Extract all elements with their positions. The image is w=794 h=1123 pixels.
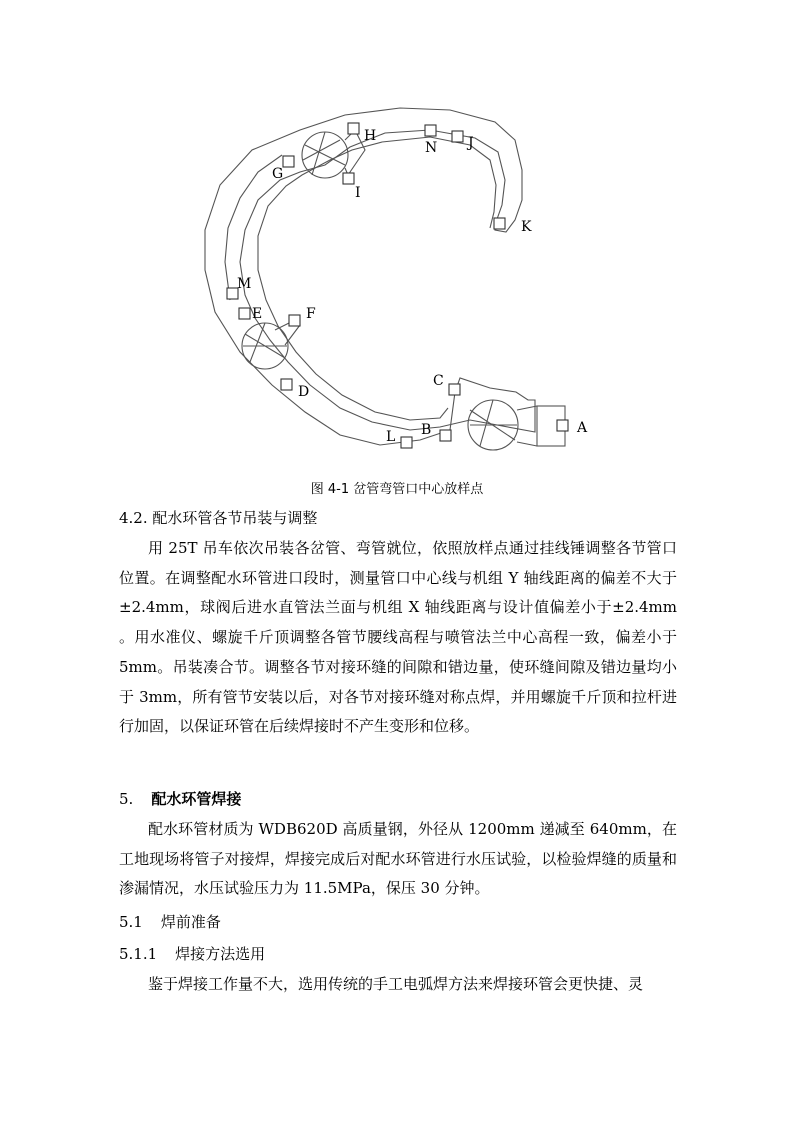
ring-outer-outline	[205, 108, 535, 445]
pipe-layout-drawing	[190, 105, 610, 480]
section-5-1-1-heading	[119, 939, 679, 969]
label-n: N	[425, 140, 438, 156]
marker-e	[239, 308, 250, 319]
label-j: J	[468, 135, 474, 151]
label-m: M	[237, 276, 252, 292]
label-e: E	[252, 306, 263, 322]
marker-l	[401, 437, 412, 448]
label-k: K	[521, 219, 532, 235]
label-d: D	[298, 384, 310, 400]
section-5-1-number: 5.1	[119, 913, 143, 931]
label-h: H	[364, 128, 377, 144]
section-5-1-1-number: 5.1.1	[119, 945, 158, 963]
label-f: F	[306, 306, 316, 322]
label-i: I	[355, 185, 361, 201]
label-a: A	[577, 420, 588, 436]
marker-n	[425, 125, 436, 136]
marker-k	[494, 218, 505, 229]
label-b: B	[421, 422, 432, 438]
label-l: L	[386, 429, 396, 445]
section-4-2-heading: 4.2. 配水环管各节吊装与调整	[119, 509, 318, 527]
figure-pipe-layout	[190, 105, 610, 480]
section-5-1-title: 焊前准备	[160, 913, 221, 931]
marker-c	[449, 384, 460, 395]
section-5-number: 5.	[119, 790, 134, 808]
section-5-1-heading	[119, 907, 679, 937]
section-4-2-body: 用 25T 吊车依次吊装各岔管、弯管就位，依照放样点通过挂线锤调整各节管口位置。在调整配水环管进口段时，测量管口中心线与机组 Y 轴线距离的偏差不大于±2.4mm，球阀后进水直管法兰面与机组 X 轴线距离与设计值偏差小于±2.4mm 。用水准仪、螺旋千斤顶调整各管节腰线高程与喷管法兰中心高程一致，偏差小于 5mm。吊装凑合节。调整各节对接环缝的间隙和错边量，使环缝间隙及错边量均小于 3mm，所有管节安装以后，对各节对接环缝对称点焊，并用螺旋千斤顶和拉杆进行加固，以保证环管在后续焊接时不产生变形和位移。	[119, 539, 677, 736]
section-5-1-1-title: 焊接方法选用	[175, 945, 266, 963]
inlet-taper-bottom	[517, 442, 537, 446]
section-5-1-1-body: 鉴于焊接工作量不大，选用传统的手工电弧焊方法来焊接环管会更快捷、灵	[148, 975, 644, 993]
marker-f	[289, 315, 300, 326]
marker-b	[440, 430, 451, 441]
figure-caption: 图 4-1 岔管弯管口中心放样点	[310, 482, 484, 497]
marker-d	[281, 379, 292, 390]
section-5-heading	[119, 784, 679, 814]
marker-i	[343, 173, 354, 184]
marker-g	[283, 156, 294, 167]
inlet-taper-top	[517, 406, 537, 410]
marker-j	[452, 131, 463, 142]
label-g: G	[272, 166, 284, 182]
section-5-body: 配水环管材质为 WDB620D 高质量钢，外径从 1200mm 递减至 640mm，在工地现场将管子对接焊，焊接完成后对配水环管进行水压试验，以检验焊缝的质量和渗漏情况，水压试验压力为 11.5MPa，保压 30 分钟。	[119, 820, 677, 898]
marker-a	[557, 420, 568, 431]
section-5-title: 配水环管焊接	[151, 790, 242, 808]
label-c: C	[433, 373, 444, 389]
marker-h	[348, 123, 359, 134]
